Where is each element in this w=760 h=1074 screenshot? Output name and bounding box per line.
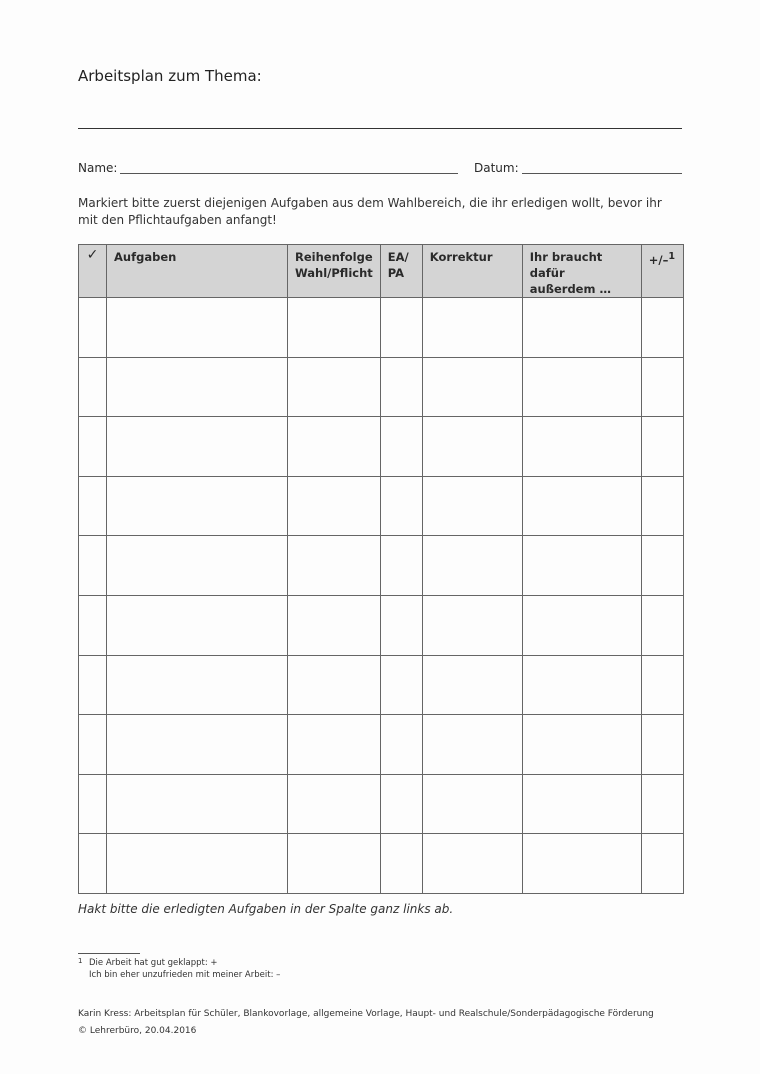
correction-cell[interactable] — [422, 715, 522, 775]
credit-author-line: Karin Kress: Arbeitsplan für Schüler, Blankovorlage, allgemeine Vorlage, Haupt- und Realschule/Sonderpädagogische Förderung — [78, 1009, 654, 1019]
ea-pa-cell[interactable] — [380, 715, 422, 775]
footnote-reference: 1 — [668, 251, 676, 262]
name-label: Name: — [78, 161, 118, 175]
order-cell[interactable] — [288, 357, 381, 417]
task-cell[interactable] — [107, 834, 288, 894]
table-row — [79, 715, 684, 775]
rating-cell[interactable] — [641, 834, 683, 894]
check-cell[interactable] — [79, 417, 107, 477]
task-cell[interactable] — [107, 595, 288, 655]
ea-pa-cell[interactable] — [380, 417, 422, 477]
material-cell[interactable] — [522, 715, 641, 775]
instruction-text: Markiert bitte zuerst diejenigen Aufgaben aus dem Wahlbereich, die ihr erledigen wollt, bevor ihr mit den Pflichtaufgaben anfangt! — [78, 196, 662, 227]
rating-cell[interactable] — [641, 298, 683, 358]
ea-pa-cell[interactable] — [380, 655, 422, 715]
task-cell[interactable] — [107, 476, 288, 536]
table-row — [79, 536, 684, 596]
table-row — [79, 357, 684, 417]
material-cell[interactable] — [522, 595, 641, 655]
checkmark-icon: ✓ — [86, 247, 99, 263]
material-cell[interactable] — [522, 655, 641, 715]
credit-copyright-line: © Lehrerbüro, 20.04.2016 — [78, 1026, 197, 1036]
check-cell[interactable] — [79, 715, 107, 775]
check-cell[interactable] — [79, 476, 107, 536]
correction-cell[interactable] — [422, 536, 522, 596]
column-header-reihenfolge: Reihenfolge Wahl/Pflicht — [288, 245, 381, 298]
task-cell[interactable] — [107, 774, 288, 834]
check-cell[interactable] — [79, 536, 107, 596]
task-cell[interactable] — [107, 715, 288, 775]
rating-cell[interactable] — [641, 476, 683, 536]
order-cell[interactable] — [288, 655, 381, 715]
table-row — [79, 298, 684, 358]
column-header-check — [79, 245, 107, 298]
material-cell[interactable] — [522, 417, 641, 477]
order-cell[interactable] — [288, 715, 381, 775]
check-cell[interactable] — [79, 655, 107, 715]
order-cell[interactable] — [288, 536, 381, 596]
rating-cell[interactable] — [641, 774, 683, 834]
order-cell[interactable] — [288, 417, 381, 477]
task-cell[interactable] — [107, 417, 288, 477]
column-header-ea-pa: EA/ PA — [380, 245, 422, 298]
table-row — [79, 417, 684, 477]
task-cell[interactable] — [107, 655, 288, 715]
check-cell[interactable] — [79, 298, 107, 358]
correction-cell[interactable] — [422, 476, 522, 536]
ea-pa-cell[interactable] — [380, 298, 422, 358]
order-cell[interactable] — [288, 774, 381, 834]
check-cell[interactable] — [79, 357, 107, 417]
theme-write-line — [78, 128, 682, 129]
correction-cell[interactable] — [422, 595, 522, 655]
check-cell[interactable] — [79, 774, 107, 834]
task-cell[interactable] — [107, 298, 288, 358]
task-cell[interactable] — [107, 536, 288, 596]
task-cell[interactable] — [107, 357, 288, 417]
material-cell[interactable] — [522, 834, 641, 894]
ea-pa-cell[interactable] — [380, 834, 422, 894]
order-cell[interactable] — [288, 834, 381, 894]
rating-header-label: +/– — [648, 252, 669, 267]
material-cell[interactable] — [522, 357, 641, 417]
correction-cell[interactable] — [422, 655, 522, 715]
order-cell[interactable] — [288, 298, 381, 358]
ea-pa-cell[interactable] — [380, 476, 422, 536]
material-cell[interactable] — [522, 774, 641, 834]
column-header-material: Ihr braucht dafür außerdem … — [522, 245, 641, 298]
table-row — [79, 595, 684, 655]
rating-cell[interactable] — [641, 655, 683, 715]
check-cell[interactable] — [79, 834, 107, 894]
rating-cell[interactable] — [641, 417, 683, 477]
footnote-line-positive: Die Arbeit hat gut geklappt: + — [89, 958, 218, 968]
order-cell[interactable] — [288, 595, 381, 655]
work-plan-table — [78, 244, 684, 894]
name-write-line — [120, 173, 458, 174]
ea-pa-cell[interactable] — [380, 595, 422, 655]
footnote-number: 1 — [78, 957, 83, 965]
footnote-line-negative: Ich bin eher unzufrieden mit meiner Arbeit: – — [89, 970, 281, 980]
material-cell[interactable] — [522, 298, 641, 358]
page-title: Arbeitsplan zum Thema: — [78, 67, 262, 85]
column-header-korrektur: Korrektur — [422, 245, 522, 298]
rating-cell[interactable] — [641, 715, 683, 775]
correction-cell[interactable] — [422, 834, 522, 894]
credit-footer — [78, 1006, 654, 1040]
correction-cell[interactable] — [422, 774, 522, 834]
table-header-row — [79, 245, 684, 298]
order-cell[interactable] — [288, 476, 381, 536]
table-row — [79, 774, 684, 834]
ea-pa-cell[interactable] — [380, 536, 422, 596]
name-date-row — [78, 161, 682, 179]
table-row — [79, 834, 684, 894]
table-row — [79, 655, 684, 715]
check-cell[interactable] — [79, 595, 107, 655]
ea-pa-cell[interactable] — [380, 774, 422, 834]
footnote-separator — [78, 953, 140, 954]
ea-pa-cell[interactable] — [380, 357, 422, 417]
correction-cell[interactable] — [422, 357, 522, 417]
date-label: Datum: — [474, 161, 519, 175]
rating-cell[interactable] — [641, 536, 683, 596]
material-cell[interactable] — [522, 536, 641, 596]
rating-cell[interactable] — [641, 357, 683, 417]
date-write-line — [522, 173, 682, 174]
rating-cell[interactable] — [641, 595, 683, 655]
check-off-note: Hakt bitte die erledigten Aufgaben in der Spalte ganz links ab. — [78, 902, 454, 916]
correction-cell[interactable] — [422, 417, 522, 477]
column-header-rating — [641, 245, 683, 298]
correction-cell[interactable] — [422, 298, 522, 358]
material-cell[interactable] — [522, 476, 641, 536]
column-header-aufgaben: Aufgaben — [107, 245, 288, 298]
table-row — [79, 476, 684, 536]
